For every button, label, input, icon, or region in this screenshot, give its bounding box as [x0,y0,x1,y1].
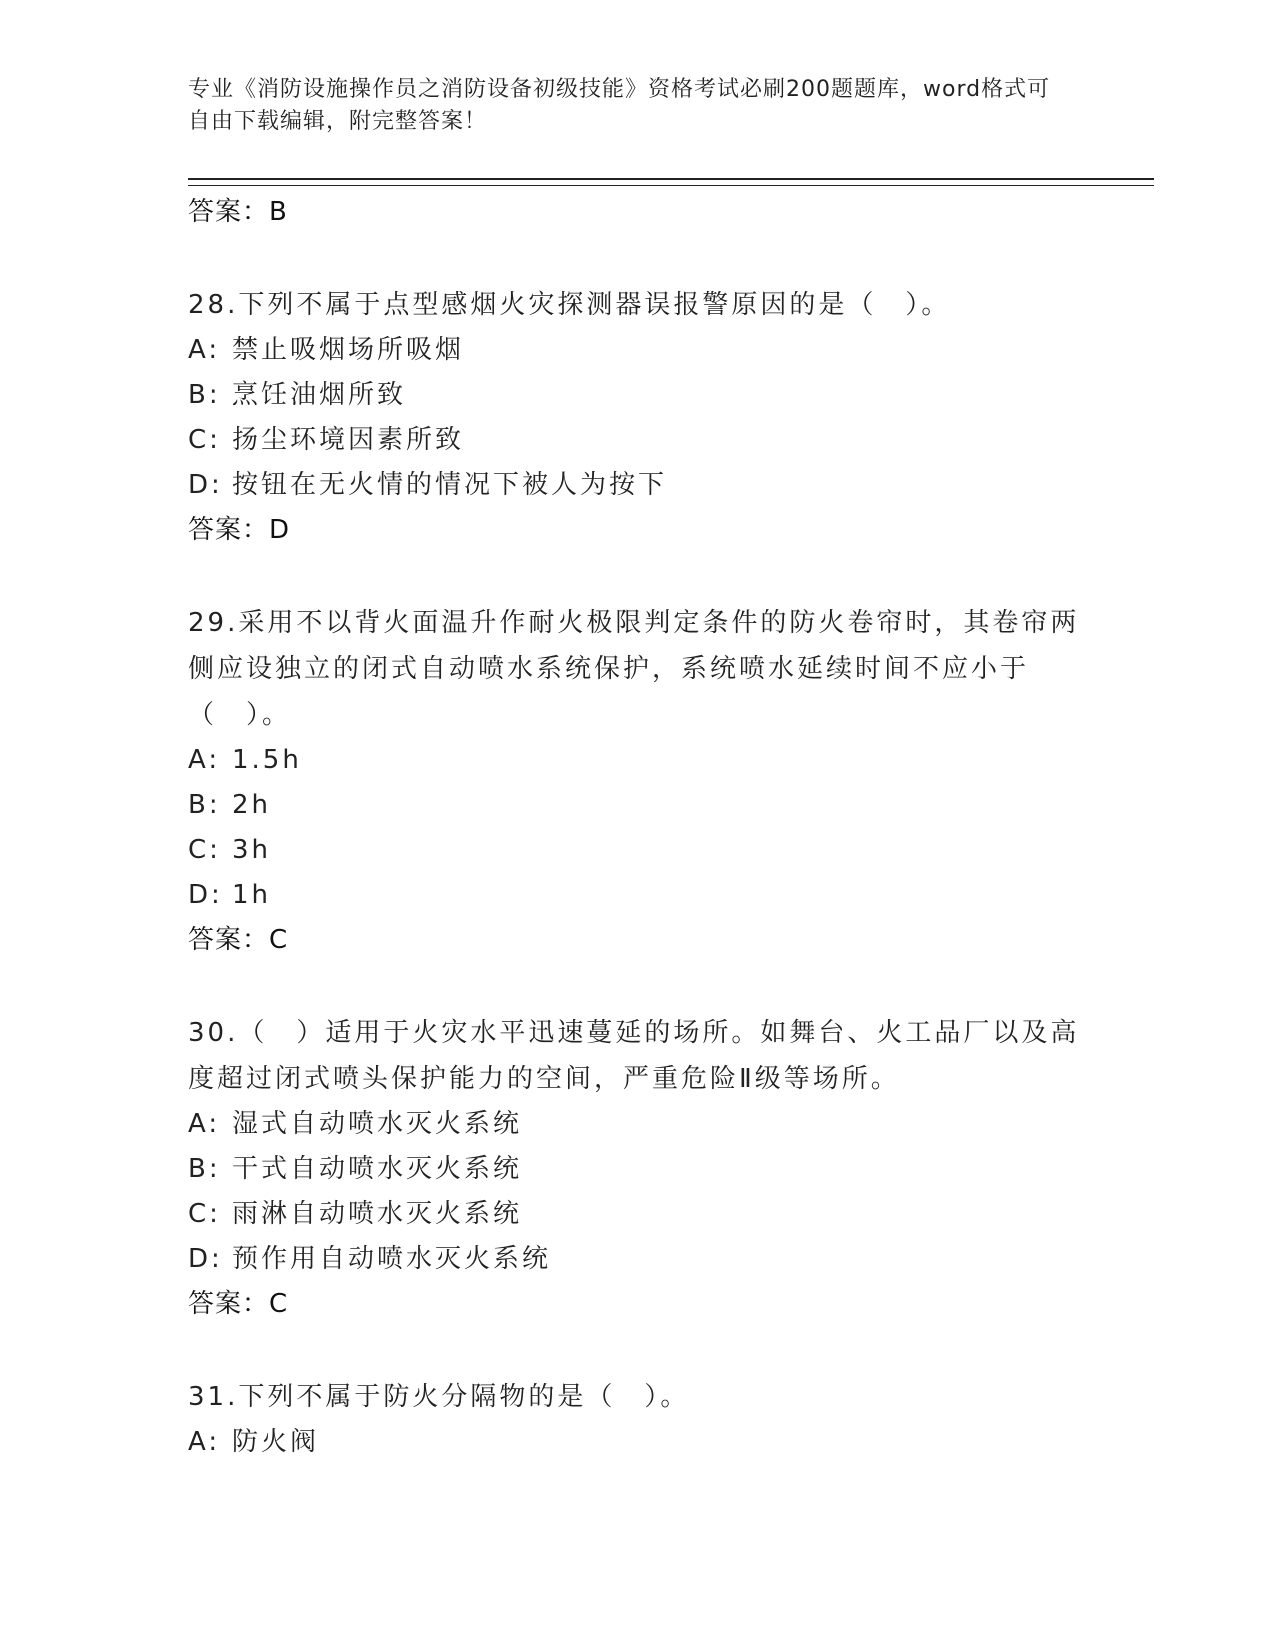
option-text: 烹饪油烟所致 [232,380,407,410]
question-28 [188,282,1088,552]
option-text: 1h [232,880,272,910]
option-key: C: [188,1199,221,1229]
question-30 [188,1010,1088,1326]
option-key: D: [188,470,223,500]
option-text: 禁止吸烟场所吸烟 [232,335,465,365]
option-a [188,1420,1088,1465]
option-a [188,738,1088,783]
option-key: C: [188,425,221,455]
option-key: B: [188,1154,221,1184]
option-a [188,1102,1088,1147]
document-body [188,190,1088,1465]
option-text: 2h [232,790,272,820]
question-31 [188,1374,1088,1465]
option-b [188,373,1088,418]
option-b [188,1147,1088,1192]
header-divider [188,178,1154,186]
question-stem: 28.下列不属于点型感烟火灾探测器误报警原因的是（ ）。 [188,290,951,320]
option-key: B: [188,380,221,410]
option-b [188,783,1088,828]
option-d [188,1237,1088,1282]
answer-line: 答案：D [188,515,291,545]
question-stem: 31.下列不属于防火分隔物的是（ ）。 [188,1382,690,1412]
option-text: 1.5h [232,745,302,775]
option-text: 雨淋自动喷水灭火系统 [232,1199,523,1229]
option-c [188,418,1088,463]
option-key: D: [188,1244,223,1274]
option-text: 3h [232,835,272,865]
option-key: A: [188,1427,221,1457]
option-c [188,828,1088,873]
option-key: D: [188,880,223,910]
option-text: 防火阀 [232,1427,320,1457]
option-a [188,328,1088,373]
option-text: 湿式自动喷水灭火系统 [232,1109,523,1139]
question-29 [188,600,1088,962]
answer-line: 答案：C [188,925,289,955]
option-text: 扬尘环境因素所致 [232,425,465,455]
answer-line: 答案：B [188,197,288,227]
page-header: 专业《消防设施操作员之消防设备初级技能》资格考试必刷200题题库，word格式可自由下载编辑，附完整答案！ [188,77,1051,134]
option-d [188,463,1088,508]
option-d [188,873,1088,918]
question-stem: 29.采用不以背火面温升作耐火极限判定条件的防火卷帘时，其卷帘两侧应设独立的闭式自动喷水系统保护，系统喷水延续时间不应小于（ ）。 [188,608,1080,730]
option-key: A: [188,1109,221,1139]
option-key: C: [188,835,221,865]
option-text: 干式自动喷水灭火系统 [232,1154,523,1184]
option-key: A: [188,335,221,365]
answer-line: 答案：C [188,1289,289,1319]
option-key: B: [188,790,221,820]
option-key: A: [188,745,221,775]
option-c [188,1192,1088,1237]
option-text: 按钮在无火情的情况下被人为按下 [232,470,668,500]
question-stem: 30.（ ）适用于火灾水平迅速蔓延的场所。如舞台、火工品厂以及高度超过闭式喷头保护能力的空间，严重危险Ⅱ级等场所。 [188,1018,1080,1094]
option-text: 预作用自动喷水灭火系统 [232,1244,552,1274]
